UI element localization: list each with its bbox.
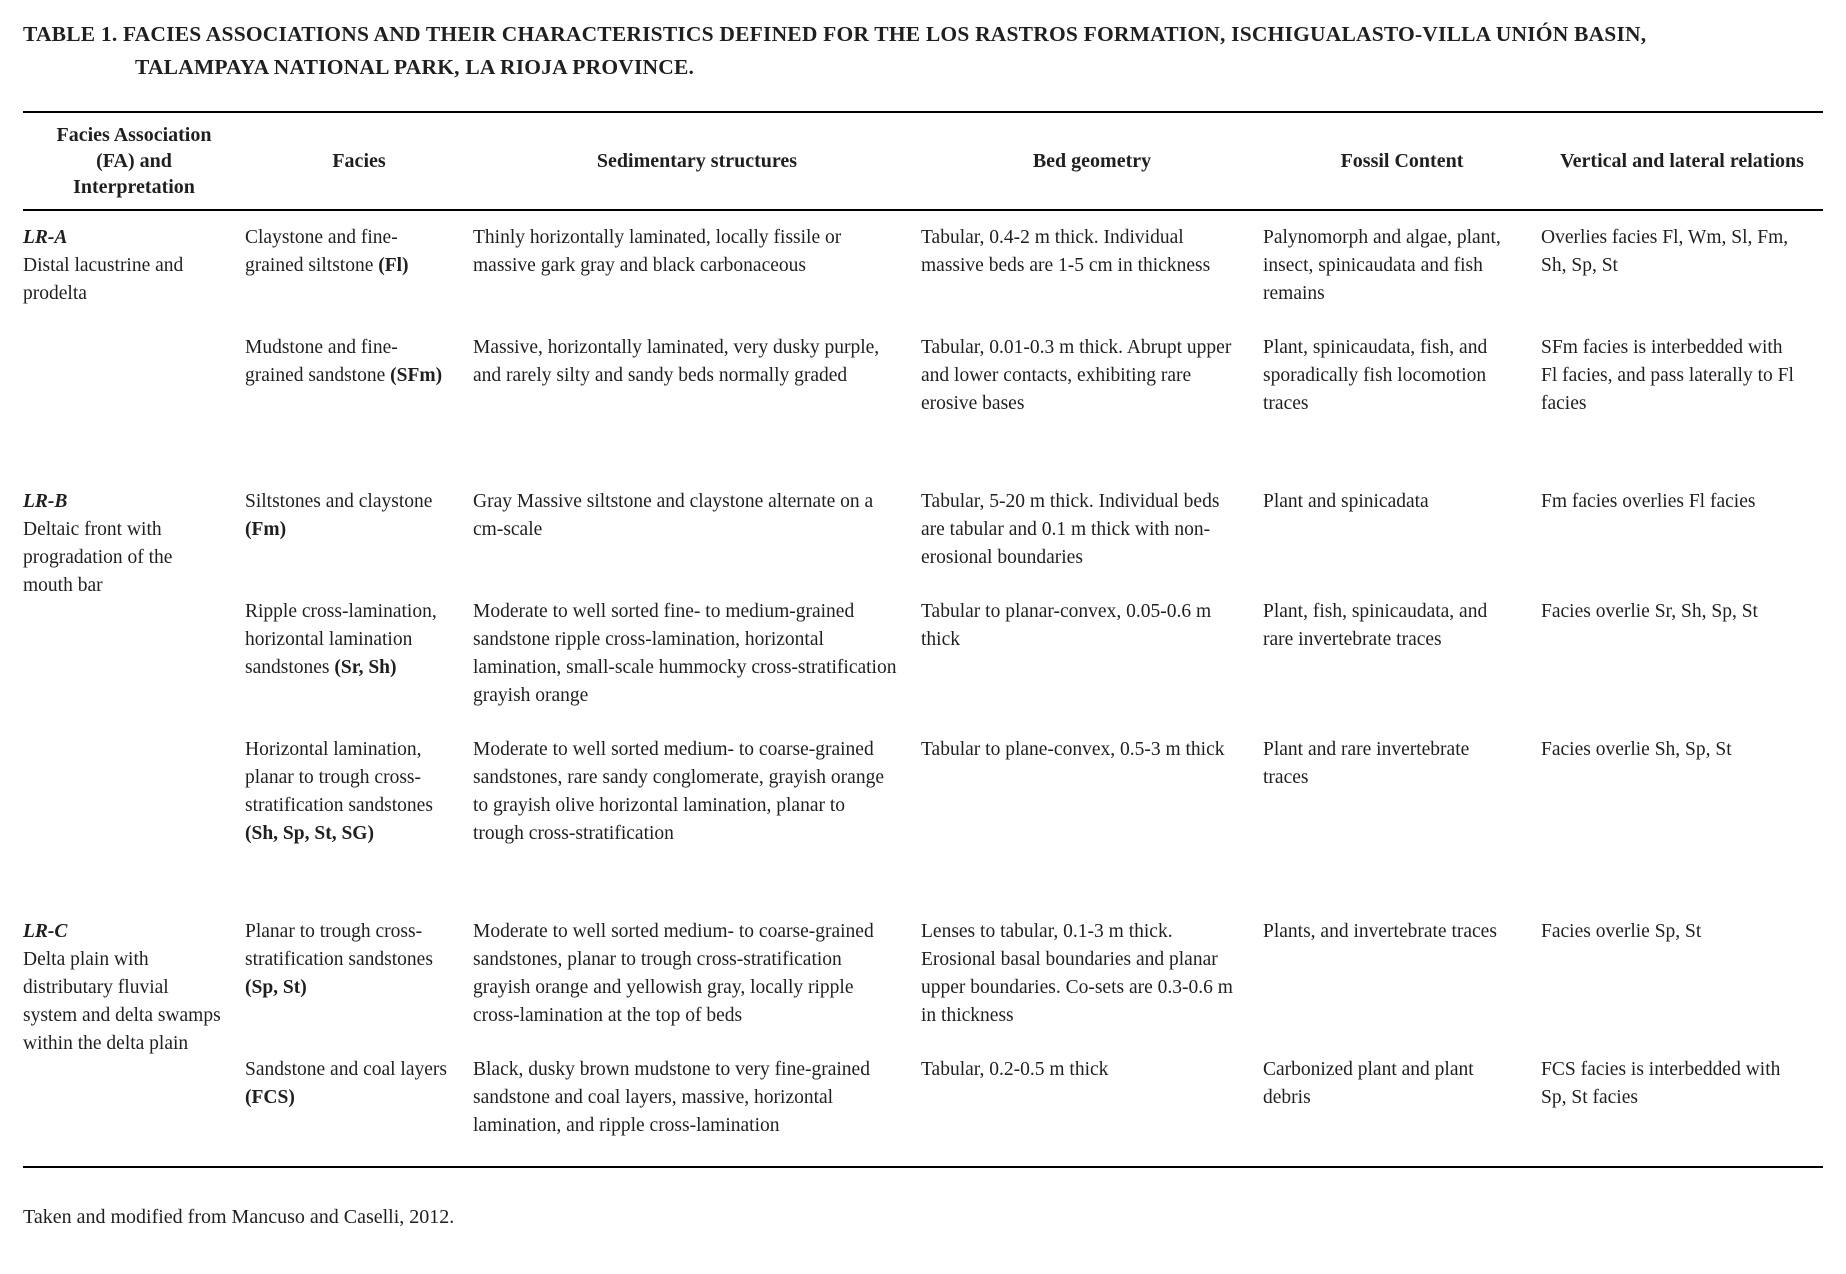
facies-name: Ripple cross-lamination, horizontal lamination sandstones: [245, 601, 437, 678]
facies-cell: [245, 1056, 473, 1167]
sedimentary-structures-cell: Moderate to well sorted medium- to coarse-grained sandstones, rare sandy conglomerate, grayish orange to grayish olive horizontal lamination, planar to trough cross-stratification: [473, 739, 884, 844]
bed-geometry-cell: Tabular to plane-convex, 0.5-3 m thick: [921, 739, 1225, 760]
table-row: [23, 444, 1823, 598]
vertical-lateral-relations-cell: Fm facies overlies Fl facies: [1541, 491, 1756, 512]
table-body: [23, 210, 1823, 1167]
fossil-content-cell: Plant, spinicaudata, fish, and sporadically fish locomotion traces: [1263, 337, 1488, 414]
facies-cell: [245, 210, 473, 334]
table-title: TABLE 1. FACIES ASSOCIATIONS AND THEIR CHARACTERISTICS DEFINED FOR THE LOS RASTROS FORMATION, ISCHIGUALASTO-VILLA UNIÓN BASIN, TALAMPAYA NATIONAL PARK, LA RIOJA PROVINCE.: [23, 22, 1647, 79]
facies-association-cell: [23, 210, 245, 444]
vertical-lateral-relations-cell: Facies overlie Sp, St: [1541, 921, 1702, 942]
facies-association-code: LR-A: [23, 227, 68, 248]
facies-code: (Sh, Sp, St, SG): [245, 823, 374, 844]
facies-cell: [245, 444, 473, 598]
facies-association-code: LR-B: [23, 491, 68, 512]
table-row: [23, 210, 1823, 334]
facies-name: Mudstone and fine-grained sandstone: [245, 337, 398, 386]
bed-geometry-cell: Tabular, 5-20 m thick. Individual beds are tabular and 0.1 m thick with non-erosional boundaries: [921, 491, 1220, 568]
facies-name: Horizontal lamination, planar to trough cross-stratification sandstones: [245, 739, 433, 816]
fossil-content-cell: Plants, and invertebrate traces: [1263, 921, 1497, 942]
facies-associations-table: [23, 111, 1823, 1168]
header-row: [23, 112, 1823, 210]
facies-association-cell: [23, 444, 245, 874]
facies-name: Planar to trough cross-stratification sandstones: [245, 921, 433, 970]
bed-geometry-cell: Tabular, 0.4-2 m thick. Individual massive beds are 1-5 cm in thickness: [921, 227, 1211, 276]
column-header-bed-geometry: Bed geometry: [921, 112, 1263, 210]
sedimentary-structures-cell: Thinly horizontally laminated, locally fissile or massive gark gray and black carbonaceous: [473, 227, 842, 276]
bed-geometry-cell: Lenses to tabular, 0.1-3 m thick. Erosional basal boundaries and planar upper boundaries. Co-sets are 0.3-0.6 m in thickness: [921, 921, 1233, 1026]
facies-code: (Fl): [378, 255, 409, 276]
sedimentary-structures-cell: Gray Massive siltstone and claystone alternate on a cm-scale: [473, 491, 874, 540]
table-row: [23, 736, 1823, 874]
facies-code: (Fm): [245, 519, 287, 540]
sedimentary-structures-cell: Massive, horizontally laminated, very dusky purple, and rarely silty and sandy beds normally graded: [473, 337, 880, 386]
vertical-lateral-relations-cell: FCS facies is interbedded with Sp, St facies: [1541, 1059, 1781, 1108]
fossil-content-cell: Plant and spinicadata: [1263, 491, 1429, 512]
column-header-facies-association: Facies Association (FA) and Interpretation: [23, 112, 245, 210]
table-row: [23, 874, 1823, 1056]
column-header-vertical-lateral-relations: Vertical and lateral relations: [1541, 112, 1823, 210]
bed-geometry-cell: Tabular, 0.01-0.3 m thick. Abrupt upper and lower contacts, exhibiting rare erosive bases: [921, 337, 1232, 414]
bed-geometry-cell: Tabular to planar-convex, 0.05-0.6 m thick: [921, 601, 1212, 650]
facies-code: (Sp, St): [245, 977, 307, 998]
column-header-facies: Facies: [245, 112, 473, 210]
bed-geometry-cell: Tabular, 0.2-0.5 m thick: [921, 1059, 1109, 1080]
sedimentary-structures-cell: Black, dusky brown mudstone to very fine-grained sandstone and coal layers, massive, horizontal lamination, and ripple cross-lamination: [473, 1059, 870, 1136]
facies-code: (FCS): [245, 1087, 295, 1108]
vertical-lateral-relations-cell: Overlies facies Fl, Wm, Sl, Fm, Sh, Sp, St: [1541, 227, 1789, 276]
facies-name: Claystone and fine-grained siltstone: [245, 227, 398, 276]
vertical-lateral-relations-cell: SFm facies is interbedded with Fl facies, and pass laterally to Fl facies: [1541, 337, 1794, 414]
vertical-lateral-relations-cell: Facies overlie Sr, Sh, Sp, St: [1541, 601, 1758, 622]
column-header-sedimentary-structures: Sedimentary structures: [473, 112, 921, 210]
facies-code: (Sr, Sh): [334, 657, 397, 678]
facies-cell: [245, 736, 473, 874]
facies-association-code: LR-C: [23, 921, 68, 942]
table-header: [23, 112, 1823, 210]
column-header-fossil-content: Fossil Content: [1263, 112, 1541, 210]
facies-association-interpretation: Delta plain with distributary fluvial system and delta swamps within the delta plain: [23, 949, 221, 1054]
fossil-content-cell: Palynomorph and algae, plant, insect, spinicaudata and fish remains: [1263, 227, 1501, 304]
table-row: [23, 334, 1823, 444]
facies-cell: [245, 598, 473, 736]
source-note: Taken and modified from Mancuso and Caselli, 2012.: [23, 1206, 455, 1228]
fossil-content-cell: Plant, fish, spinicaudata, and rare invertebrate traces: [1263, 601, 1488, 650]
table-row: [23, 1056, 1823, 1167]
table-row: [23, 598, 1823, 736]
fossil-content-cell: Plant and rare invertebrate traces: [1263, 739, 1470, 788]
sedimentary-structures-cell: Moderate to well sorted fine- to medium-grained sandstone ripple cross-lamination, horizontal lamination, small-scale hummocky cross-stratification grayish orange: [473, 601, 897, 706]
facies-association-interpretation: Deltaic front with progradation of the mouth bar: [23, 519, 173, 596]
fossil-content-cell: Carbonized plant and plant debris: [1263, 1059, 1474, 1108]
facies-name: Siltstones and claystone: [245, 491, 433, 512]
facies-association-cell: [23, 874, 245, 1167]
facies-code: (SFm): [390, 365, 443, 386]
vertical-lateral-relations-cell: Facies overlie Sh, Sp, St: [1541, 739, 1732, 760]
facies-cell: [245, 334, 473, 444]
facies-name: Sandstone and coal layers: [245, 1059, 447, 1080]
sedimentary-structures-cell: Moderate to well sorted medium- to coarse-grained sandstones, planar to trough cross-stratification grayish orange and yellowish gray, locally ripple cross-lamination at the top of beds: [473, 921, 874, 1026]
facies-association-interpretation: Distal lacustrine and prodelta: [23, 255, 184, 304]
facies-cell: [245, 874, 473, 1056]
